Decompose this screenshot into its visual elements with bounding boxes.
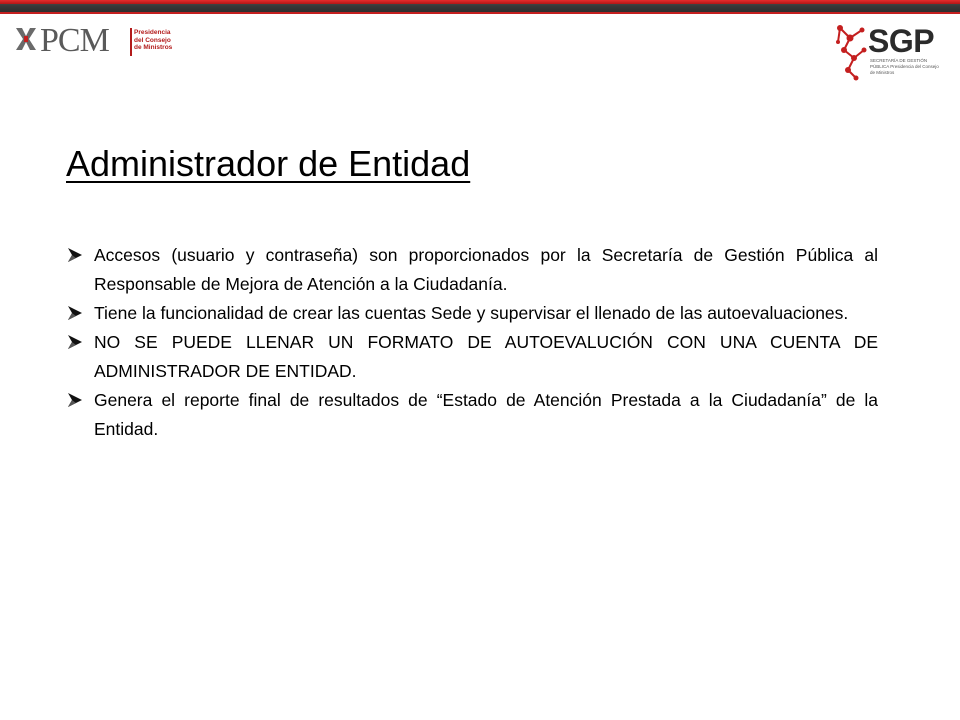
- bullet-list: [66, 241, 878, 444]
- bullet-item: [66, 299, 878, 328]
- pcm-logo-divider: [130, 28, 132, 56]
- sgp-logo-subtitle: SECRETARÍA DE GESTIÓN PÚBLICA Presidencia del Consejo de Ministros: [870, 58, 939, 75]
- pcm-emblem-icon: [14, 24, 38, 54]
- arrow-bullet-icon: [66, 246, 84, 264]
- pcm-logo-subtitle: Presidencia del Consejo de Ministros: [134, 29, 173, 51]
- arrow-bullet-icon: [66, 304, 84, 322]
- bullet-item: [66, 328, 878, 386]
- bullet-text: Genera el reporte final de resultados de “Estado de Atención Prestada a la Ciudadanía” de la Entidad.: [94, 390, 878, 439]
- bullet-item: [66, 241, 878, 299]
- sgp-logo: [834, 20, 944, 82]
- bullet-text: Tiene la funcionalidad de crear las cuentas Sede y supervisar el llenado de las autoevaluaciones.: [94, 303, 849, 323]
- sgp-logo-text: SGP: [868, 23, 935, 59]
- pcm-logo: [14, 22, 173, 59]
- pcm-logo-text: PCM: [40, 22, 109, 59]
- slide-title: Administrador de Entidad: [66, 143, 471, 184]
- arrow-bullet-icon: [66, 391, 84, 409]
- header-bar-red-line: [0, 12, 960, 14]
- header-bar-red-stripe: [0, 0, 960, 4]
- header-bar: [0, 0, 960, 14]
- arrow-bullet-icon: [66, 333, 84, 351]
- bullet-text: Accesos (usuario y contraseña) son proporcionados por la Secretaría de Gestión Pública al Responsable de Mejora de Atención a la Ciudadanía.: [94, 245, 878, 294]
- bullet-text: NO SE PUEDE LLENAR UN FORMATO DE AUTOEVALUCIÓN CON UNA CUENTA DE ADMINISTRADOR DE ENTIDAD.: [94, 332, 878, 381]
- bullet-item: [66, 386, 878, 444]
